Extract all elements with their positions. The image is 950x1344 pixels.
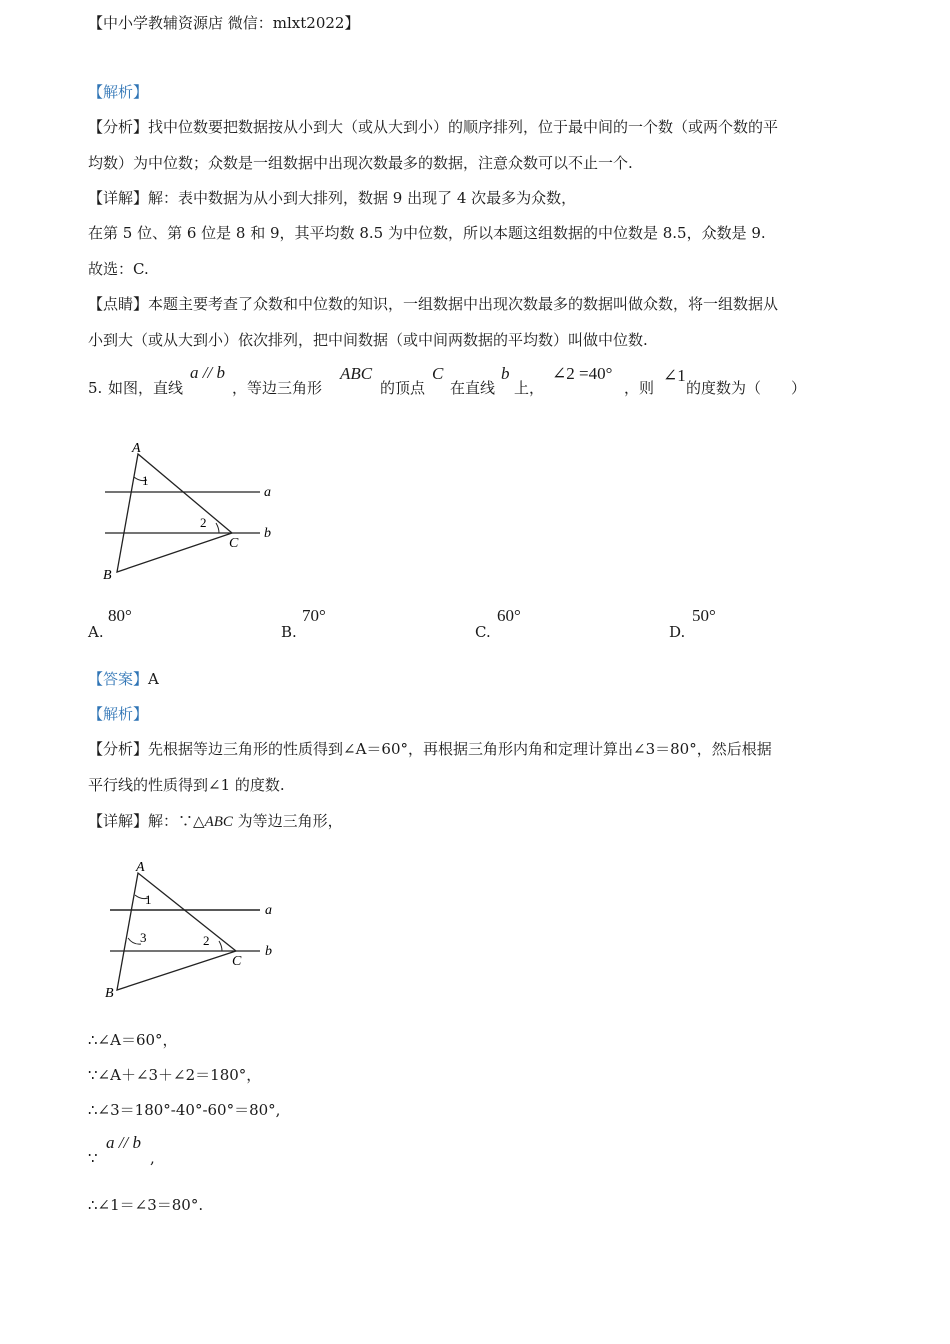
q4-dianjing-line2: 小到大（或从大到小）依次排列，把中间数据（或中间两数据的平均数）叫做中位数. — [88, 331, 648, 349]
label-angle-1: 1 — [145, 892, 152, 907]
q5-text-3: 的顶点 — [380, 379, 426, 397]
q5-math-abc: ABC — [340, 364, 373, 383]
q4-dianjing-text1: 本题主要考查了众数和中位数的知识，一组数据中出现次数最多的数据叫做众数，将一组数据从 — [148, 295, 779, 313]
geometry-figure-2 — [95, 850, 295, 1005]
label-vertex-c: C — [232, 954, 242, 969]
q5-math-angle1: ∠1 — [663, 366, 686, 385]
option-b-letter[interactable]: B. — [281, 623, 297, 641]
q5-number: 5. — [88, 379, 103, 397]
triangle-abc — [117, 454, 232, 572]
q5-math-angle2: ∠2 =40° — [552, 364, 613, 383]
dianjing-label: 【点睛】 — [88, 295, 149, 313]
option-c-letter[interactable]: C. — [475, 623, 491, 641]
q4-fenxi-line1 — [88, 117, 778, 137]
q4-dianjing-line1 — [88, 294, 778, 314]
step-5: ∴∠1＝∠3＝80°. — [88, 1196, 204, 1214]
jiexi-label: 【解析】 — [88, 83, 149, 101]
label-angle-3: 3 — [140, 930, 147, 945]
label-vertex-a: A — [132, 441, 141, 456]
option-d-letter[interactable]: D. — [669, 623, 686, 641]
page-header: 【中小学教辅资源店 微信：mlxt2022】 — [88, 14, 360, 32]
q5-text-4: 在直线 — [450, 379, 496, 397]
q5-text-2: ，等边三角形 — [232, 379, 323, 397]
option-d-value: 50° — [692, 606, 716, 625]
q5-xiangjie-abc: ABC — [204, 814, 233, 830]
q4-xiangjie-text1: 解：表中数据为从小到大排列，数据 9 出现了 4 次最多为众数， — [148, 189, 577, 207]
daan-label: 【答案】 — [88, 670, 149, 688]
label-angle-2: 2 — [200, 515, 207, 530]
label-line-a: a — [265, 903, 272, 918]
angle-2-arc — [219, 941, 222, 951]
answer-line — [88, 669, 159, 689]
xiangjie-label: 【详解】 — [88, 189, 149, 207]
label-vertex-b: B — [103, 568, 112, 583]
step-1: ∴∠A＝60°， — [88, 1031, 178, 1049]
option-c-value: 60° — [497, 606, 521, 625]
option-b-value: 70° — [302, 606, 326, 625]
label-line-b: b — [265, 944, 272, 959]
q5-fenxi-line2: 平行线的性质得到∠1 的度数. — [88, 776, 285, 794]
q5-xiangjie-post: 为等边三角形， — [232, 812, 343, 830]
label-line-b: b — [264, 526, 271, 541]
triangle-abc — [117, 873, 236, 990]
q5-jiexi-label: 【解析】 — [88, 705, 149, 723]
q4-xiangjie-line1 — [88, 188, 576, 208]
q5-text-6: ，则 — [624, 379, 655, 397]
option-a-letter[interactable]: A. — [88, 623, 104, 641]
q5-text-5: 上， — [514, 379, 545, 397]
q5-math-b: b — [501, 364, 510, 383]
step-3: ∴∠3＝180°-40°-60°＝80°, — [88, 1101, 281, 1119]
angle-2-arc — [216, 523, 219, 533]
q5-xiangjie-pre: 解：∵△ — [148, 812, 205, 830]
label-vertex-c: C — [229, 536, 239, 551]
step-4-math: a // b — [106, 1133, 141, 1152]
q4-guxuan: 故选：C. — [88, 260, 149, 278]
q4-xiangjie-line2: 在第 5 位、第 6 位是 8 和 9，其平均数 8.5 为中位数，所以本题这组数据的中位数是 8.5，众数是 9. — [88, 224, 766, 242]
q5-fenxi-line1 — [88, 739, 772, 759]
q5-math-parallel: a // b — [190, 363, 225, 382]
label-angle-2: 2 — [203, 933, 210, 948]
option-a-value: 80° — [108, 606, 132, 625]
step-2: ∵∠A＋∠3＋∠2＝180°， — [88, 1066, 262, 1084]
q5-xiangjie-line — [88, 811, 343, 832]
q4-fenxi-text1: 找中位数要把数据按从小到大（或从大到小）的顺序排列，位于最中间的一个数（或两个数的平 — [148, 118, 779, 136]
q5-fenxi-text1: 先根据等边三角形的性质得到∠A＝60°，再根据三角形内角和定理计算出∠3＝80°，然后根据 — [148, 740, 772, 758]
label-vertex-b: B — [105, 986, 114, 1001]
q5-xiangjie-label: 【详解】 — [88, 812, 149, 830]
label-line-a: a — [264, 485, 271, 500]
q5-text-1: 如图，直线 — [108, 379, 184, 397]
q5-math-c: C — [432, 364, 444, 383]
label-angle-1: 1 — [142, 473, 149, 488]
q5-text-7: 的度数为（ ） — [686, 379, 807, 397]
geometry-figure-1 — [95, 432, 295, 587]
q5-fenxi-label: 【分析】 — [88, 740, 149, 758]
fenxi-label: 【分析】 — [88, 118, 149, 136]
answer-value: A — [148, 670, 159, 688]
step-4-because: ∵ — [88, 1149, 98, 1167]
step-4-comma: , — [150, 1149, 155, 1167]
q4-fenxi-line2: 均数）为中位数；众数是一组数据中出现次数最多的数据，注意众数可以不止一个. — [88, 154, 633, 172]
label-vertex-a: A — [136, 860, 145, 875]
